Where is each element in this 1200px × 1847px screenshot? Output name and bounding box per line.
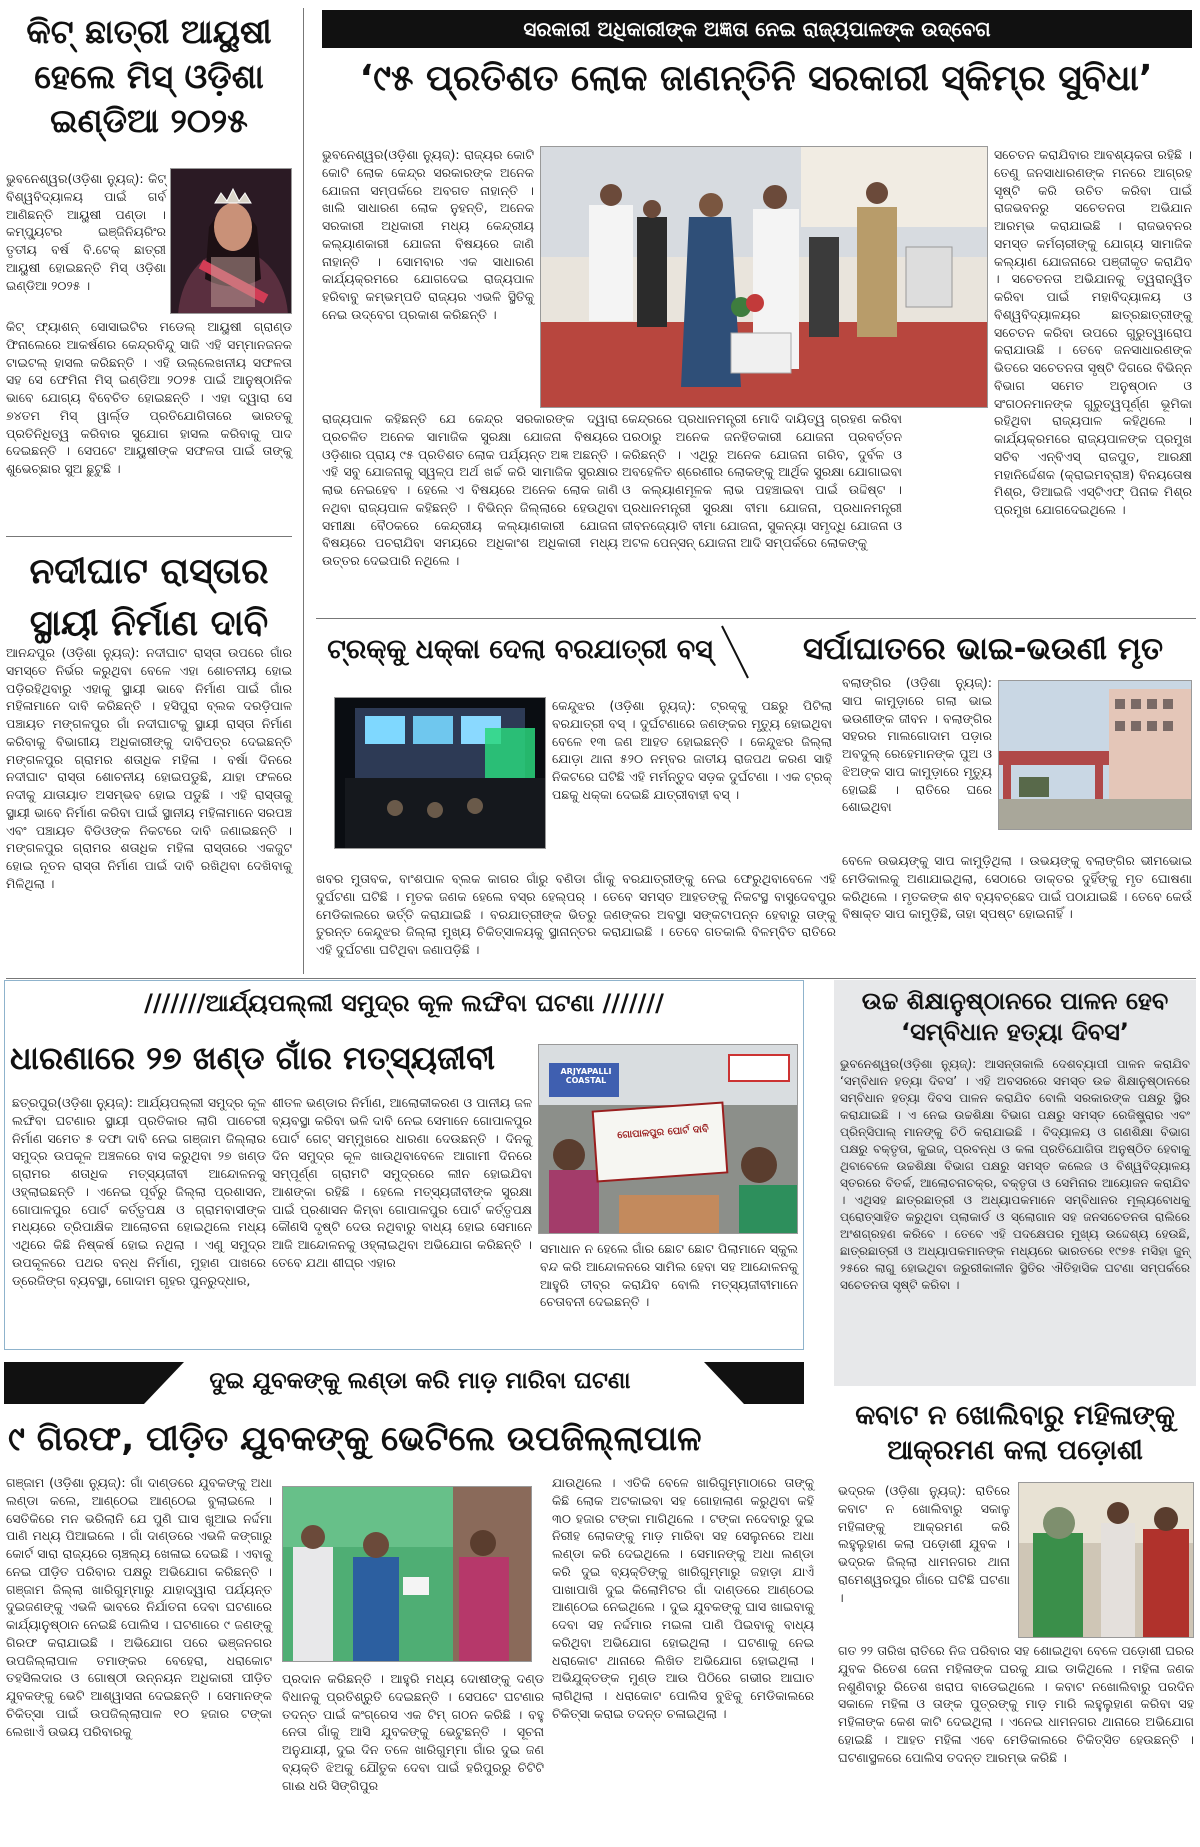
fishermen-kicker: ///////ଆର୍ଯ୍ୟପଲ୍ଲୀ ସମୁଦ୍ର କୂଳ ଲଙ୍ଘିବା ଘଟଣା /////// bbox=[144, 989, 664, 1017]
bus-body-bottom: ଖବର ମୁତାବକ, ବାଂଶପାଳ ବ୍ଲକ କାଗର ଗାଁରୁ ବଣିଡା ଗାଁକୁ ବରଯାତ୍ରୀଙ୍କୁ ନେଇ ଫେରୁଥିବାବେଳେ ଏହି ଦୁର୍ଘଟଣା ଘଟିଛି । ମୃତକ ଜଣକ ହେଲେ ବସ୍‌ର ହେଲ୍‌ପର୍ । ତେବେ ସମସ୍ତ ଆହତଙ୍କୁ ନିକଟସ୍ଥ ବାସୁଦେବପୁର ମେଡିକାଲରେ ଭର୍ତ୍ତି କରାଯାଇଛି । ବରଯାତ୍ରୀଙ୍କ ଭିତରୁ ଜଣଙ୍କର ଅବସ୍ଥା ସଙ୍କଟାପନ୍ନ ହେବାରୁ ତାଙ୍କୁ ତୁରନ୍ତ କେନ୍ଦୁଝର ଜିଲ୍ଲା ମୁଖ୍ୟ ଚିକିତ୍ସାଳୟକୁ ସ୍ଥାନାନ୍ତର କରାଯାଇଛି । ତେବେ ଗତକାଲି ବିଳମ୍ବିତ ରାତିରେ ଏହି ଦୁର୍ଘଟଣା ଘଟିଥିବା ଜଣାପଡ଼ିଛି । bbox=[316, 871, 836, 957]
miss-odisha-headline: କିଟ୍ ଛାତ୍ରୀ ଆୟୁଷୀ ହେଲେ ମିସ୍ ଓଡ଼ିଶା ଇଣ୍ଡିଆ ୨୦୨୫ bbox=[26, 12, 272, 141]
samvidhan-headline: ଉଚ୍ଚ ଶିକ୍ଷାନୁଷ୍ଠାନରେ ପାଳନ ହେବ ‘ସମ୍ବିଧାନ ହତ୍ୟା ଦିବସ’ bbox=[861, 987, 1169, 1047]
protest-placard-text: ଗୋପାଳପୁର ପୋର୍ଟ ଦାବି bbox=[616, 1123, 710, 1142]
youth-col3: ଯାଉଥିଲେ । ଏତିକି ବେଳେ ଖାରିଗୁମ୍ମାଠାରେ ତାଙ୍କୁ କିଛି ଲୋକ ଅଟକାଇବା ସହ ଗୋହାଲାଣ କରୁଥିବା କହି ୩୦ ହଜାର ଟଙ୍କା ମାଗିଥିଲେ । ଟଙ୍କା ନଦେବାରୁ ଦୁଇ ନିରୀହ ଲୋକଙ୍କୁ ମାଡ଼ ମାରିବା ସହ ସେଲୁନରେ ଅଧା ଲଣ୍ଡା କରି ଦେଇଥିଲେ । ସେମାନଙ୍କୁ ଅଧା ଲଣ୍ଡା କରି ଦୁଇ ବ୍ୟକ୍ତିଙ୍କୁ ଖାରିଗୁମ୍ମାରୁ ଜହାଡ଼ା ଯାଏଁ ପାଖାପାଖି ଦୁଇ କିଲୋମିଟର ଗାଁ ଦାଣ୍ଡରେ ଆଣ୍ଠେଇ ଆଣ୍ଠେଇ ନେଇଥିଲେ । ଦୁଇ ଯୁବକଙ୍କୁ ଘାସ ଖାଇବାକୁ ଦେବା ସହ ନର୍ଦ୍ଦମାର ମଇଳା ପାଣି ପିଇବାକୁ ବାଧ୍ୟ କରିଥିବା ଅଭିଯୋଗ ହୋଇଥିଲା । ଘଟଣାକୁ ନେଇ ଧରାକୋଟ ଥାନାରେ ଲିଖିତ ଅଭିଯୋଗ ହୋଇଥିଲା । ଅଭିଯୁକ୍ତଙ୍କ ମୁଣ୍ଡ ଆଉ ପିଠିରେ ଗଭୀର ଆଘାତ ଲାଗିଥିଲା । ଧରାକୋଟ ପୋଲିସ ବୁଝିକୁ ମେଡିକାଲରେ ଚିକିତ୍ସା କରାଇ ତଦନ୍ତ ଚଳାଇଥିଲା । bbox=[552, 1475, 814, 1721]
samvidhan-body: ଭୁବନେଶ୍ୱର(ଓଡ଼ିଶା ନ୍ୟୁଜ୍): ଆସନ୍ତାକାଲି ଦେଶବ୍ୟାପୀ ପାଳନ କରାଯିବ ‘ସମ୍ବିଧାନ ହତ୍ୟା ଦିବସ’ । ଏହି ଅବସରରେ ସମସ୍ତ ଉଚ୍ଚ ଶିକ୍ଷାନୁଷ୍ଠାନରେ ସମ୍ବିଧାନ ହତ୍ୟା ଦିବସ ପାଳନ କରାଯିବ ବୋଲି ସରକାରଙ୍କ ପକ୍ଷରୁ ସ୍ଥିର କରାଯାଇଛି । ଏ ନେଇ ଉଚ୍ଚଶିକ୍ଷା ବିଭାଗ ପକ୍ଷରୁ ସମସ୍ତ ରେଜିଷ୍ଟ୍ରାର ଏବଂ ପ୍ରିନ୍ସିପାଲ୍ ମାନଙ୍କୁ ଚିଠି କରାଯାଇଛି । ବିଦ୍ୟାଳୟ ଓ ଗଣଶିକ୍ଷା ବିଭାଗ ପକ୍ଷରୁ ବକ୍ତୃତା, କୁଇଜ୍, ପ୍ରବନ୍ଧ ଓ କଳା ପ୍ରତିଯୋଗିତା ଅନୁଷ୍ଠିତ ହେବାକୁ ଥିବାବେଳେ ଉଚ୍ଚଶିକ୍ଷା ବିଭାଗ ପକ୍ଷରୁ ସମସ୍ତ କଲେଜ ଓ ବିଶ୍ୱବିଦ୍ୟାଳୟ ସ୍ତରରେ ବିତର୍କ, ଆଲୋଚନାଚକ୍ର, ବକ୍ତୃତା ଓ ସେମିନାର ଆୟୋଜନ କରାଯିବ । ଏଥିସହ ଛାତ୍ରଛାତ୍ରୀ ଓ ଅଧ୍ୟାପକମାନେ ସମ୍ବିଧାନର ମୂଲ୍ୟବୋଧକୁ ପ୍ରୋତ୍ସାହିତ କରୁଥିବା ପ୍ଲାକାର୍ଡ ଓ ସ୍ଲୋଗାନ ସହ ଜନସଚେତନତା ରାଲିରେ ଅଂଶଗ୍ରହଣ କରିବେ । ତେବେ ଏହି ପଦକ୍ଷେପର ମୁଖ୍ୟ ଉଦ୍ଦେଶ୍ୟ ହେଉଛି, ଛାତ୍ରଛାତ୍ରୀ ଓ ଅଧ୍ୟାପକମାନଙ୍କ ମଧ୍ୟରେ ଭାରତରେ ୧୯୭୫ ମସିହା ଜୁନ୍ ୨୫ରେ ଲାଗୁ ହୋଇଥିବା ଜରୁରୀକାଳୀନ ସ୍ଥିତିର ଐତିହାସିକ ଘଟଣା ସମ୍ପର୍କରେ ସଚେତନତା ସୃଷ୍ଟି କରିବା । bbox=[840, 1057, 1190, 1293]
column-divider bbox=[303, 8, 304, 974]
youth-col2: ପ୍ରଦାନ କରିଛନ୍ତି । ଆହୁରି ମଧ୍ୟ ଦୋଷୀଙ୍କୁ ଦଣ୍ଡ ବିଧାନକୁ ପ୍ରତିଶ୍ରୁତି ଦେଇଛନ୍ତି । ସେପଟେ ଘଟଣାର ତଦନ୍ତ ପାଇଁ କଂଗ୍ରେସ ଏକ ଟିମ୍ ଗଠନ କରିଛି । ବହୁ ନେତା ଗାଁକୁ ଆସି ଯୁବକଙ୍କୁ ଭେଟୁଛନ୍ତି । ସୂଚନା ଅନୁଯାୟୀ, ଦୁଇ ଦିନ ତଳେ ଖାରିଗୁମ୍ମା ଗାଁର ଦୁଇ ଜଣ ବ୍ୟକ୍ତି ଝିଅକୁ ଯୌତୁକ ଦେବା ପାଇଁ ହରିପୁରରୁ ଚିଟିଟି ଗାଈ ଧରି ସିଙ୍ଗିପୁର bbox=[282, 1671, 544, 1793]
hospital-photo bbox=[998, 680, 1192, 830]
villagers-illustration bbox=[1019, 1483, 1194, 1638]
fishermen-headline: ଧାରଣାରେ ୨୭ ଖଣ୍ଡ ଗାଁର ମତ୍ସ୍ୟଜୀବୀ bbox=[10, 1039, 495, 1077]
snake-body-bottom: ବେଳେ ଉଭୟଙ୍କୁ ସାପ କାମୁଡ଼ିଥିଲା । ଉଭୟଙ୍କୁ ବଲାଙ୍ଗିର ଭୀମଭୋଇ ମେଡିକାଲକୁ ଅଣାଯାଇଥିଲା, ସେଠାରେ ଡାକ୍ତର ଦୁହିଁଙ୍କୁ ମୃତ ଘୋଷଣା କରିଥିଲେ । ମୃତକଙ୍କ ଶବ ବ୍ୟବଚ୍ଛେଦ ପାଇଁ ପଠାଯାଇଛି । ତେବେ କେଉଁ ବିଷାକ୍ତ ସାପ କାମୁଡ଼ିଛି, ତାହା ସ୍ପଷ୍ଟ ହୋଇନାହିଁ । bbox=[842, 853, 1192, 922]
protest-banner-text: ARJYAPALLI COASTAL bbox=[560, 1067, 612, 1085]
governor-col1-top: ଭୁବନେଶ୍ୱର(ଓଡ଼ିଶା ନ୍ୟୁଜ୍): ରାଜ୍ୟର କୋଟି କୋଟି ଲୋକ କେନ୍ଦ୍ର ସରକାରଙ୍କ ଅନେକ ଯୋଜନା ସମ୍ପର୍କରେ ଅବଗତ ନାହାନ୍ତି । ଖାଲି ସାଧାରଣ ଲୋକ ନୁହନ୍ତି, ଅନେକ ସରକାରୀ ଅଧିକାରୀ ମଧ୍ୟ କେନ୍ଦ୍ରୀୟ କଲ୍ୟାଣକାରୀ ଯୋଜନା ବିଷୟରେ ଜାଣି ନାହାନ୍ତି । ସୋମବାର ଏକ ସାଧାରଣ କାର୍ଯ୍ୟକ୍ରମରେ ଯୋଗଦେଇ ରାଜ୍ୟପାଳ ହରିବାବୁ କମ୍ଭମ୍ପତି ରାଜ୍ୟର ଏଭଳି ସ୍ଥିତିକୁ ନେଇ ଉଦ୍‌ବେଗ ପ୍ରକାଶ କରିଛନ୍ତି । bbox=[322, 147, 534, 322]
snake-body-top: ବଲାଙ୍ଗିର (ଓଡ଼ିଶା ନ୍ୟୁଜ୍): ସାପ କାମୁଡ଼ାରେ ଗଲା ଭାଇ ଭଉଣୀଙ୍କ ଜୀବନ । ବଲାଙ୍ଗିର ସହରର ମାଲଗୋଦାମ ପଡ଼ାର ଅବଦୁଲ୍ ରେହେମାନଙ୍କ ପୁଅ ଓ ଝିଅଙ୍କ ସାପ କାମୁଡ଼ାରେ ମୃତ୍ୟୁ ହୋଇଛି । ରାତିରେ ଘରେ ଶୋଇଥିବା bbox=[842, 675, 992, 815]
divider bbox=[6, 978, 1196, 979]
miss-odisha-body-b: କିଟ୍ ଫ୍ୟାଶନ୍ ସୋସାଇଟିର ମଡେଲ୍ ଆୟୁଷୀ ଗ୍ରାଣ୍ଡ ଫିନାଲେରେ ଆକର୍ଷଣର କେନ୍ଦ୍ରବିନ୍ଦୁ ସାଜି ଏହି ସମ୍ମାନଜନକ ଟାଇଟଲ୍ ହାସଲ କରିଛନ୍ତି । ଏହି ଉଲ୍ଲେଖନୀୟ ସଫଳତା ସହ ସେ ଫେମିନା ମିସ୍ ଇଣ୍ଡିଆ ୨୦୨୫ ପାଇଁ ଆନୁଷ୍ଠାନିକ ଭାବେ ଯୋଗ୍ୟ ବିବେଚିତ ହୋଇଛନ୍ତି । ଏହା ଦ୍ୱାରା ସେ ୭୪ତମ ମିସ୍ ୱାର୍ଲ୍ଡ ପ୍ରତିଯୋଗିତାରେ ଭାରତକୁ ପ୍ରତିନିଧିତ୍ୱ କରିବାର ସୁଯୋଗ ହାସଲ କରିବାକୁ ପାଦ ଦେଇଛନ୍ତି । ସେପଟେ ଆୟୁଷୀଙ୍କ ସଫଳତା ପାଇଁ ତାଙ୍କୁ ଶୁଭେଚ୍ଛାର ସୁଅ ଛୁଟୁଛି । bbox=[6, 319, 292, 476]
fishermen-col1: ଛତ୍ରପୁର(ଓଡ଼ିଶା ନ୍ୟୁଜ୍): ଆର୍ଯ୍ୟପଲ୍ଲୀ ସମୁଦ୍ର କୂଳ ଲଙ୍ଘିବା ଘଟଣାର ସ୍ଥାୟୀ ପ୍ରତିକାର ଲାଗି ପାଚେରୀ ନିର୍ମାଣ ସମେତ ୫ ଦଫା ଦାବି ନେଇ ଗଞ୍ଜାମ ଜିଲ୍ଲାର ସମୁଦ୍ର ଉପକୂଳ ଅଞ୍ଚଳରେ ବାସ କରୁଥିବା ୨୭ ଖଣ୍ଡ ଗ୍ରାମର ଶତାଧିକ ମତ୍ସ୍ୟଜୀବୀ ଆନ୍ଦୋଳନକୁ ଓହ୍ଲାଇଛନ୍ତି । ଏନେଇ ପୂର୍ବରୁ ଜିଲ୍ଲା ପ୍ରଶାସନ, ଗୋପାଳପୁର ପୋର୍ଟ କର୍ତ୍ତୃପକ୍ଷ ଓ ଗ୍ରାମବାସୀଙ୍କ ମଧ୍ୟରେ ତ୍ରିପାକ୍ଷିକ ଆଲୋଚନା ହୋଇଥିଲେ ମଧ୍ୟ ଏଥିରେ କିଛି ନିଷ୍କର୍ଷ ହୋଇ ନଥିଲା । ଏଣୁ ସମୁଦ୍ର ଉପକୂଳରେ ପଥର ବନ୍ଧ ନିର୍ମାଣ, ମୁହାଣ ପାଖରେ ଡ୍ରେଜିଙ୍ଗ ବ୍ୟବସ୍ଥା, ଗୋଦାମ ଗୃହର ପୁନରୁଦ୍ଧାର, bbox=[12, 1095, 266, 1288]
bus-accident-photo bbox=[334, 697, 546, 849]
fishermen-protest-photo bbox=[538, 1044, 798, 1234]
door-headline: କବାଟ ନ ଖୋଲିବାରୁ ମହିଳାଙ୍କୁ ଆକ୍ରମଣ କଲା ପଡ଼ୋଶୀ bbox=[855, 1400, 1175, 1467]
event-stage-illustration bbox=[541, 147, 988, 408]
governor-col1-bottom: ରାଜ୍ୟପାଳ କହିଛନ୍ତି ଯେ କେନ୍ଦ୍ର ସରକାରଙ୍କ ଦ୍ୱାରା ପ୍ରଚଳିତ ଅନେକ ସାମାଜିକ ସୁରକ୍ଷା ଯୋଜନା ବିଷୟରେ ଓଡ଼ିଶାର ପ୍ରାୟ ୯୫ ପ୍ରତିଶତ ଲୋକ ପର୍ଯ୍ୟନ୍ତ ଅଜ୍ଞ ଅଛନ୍ତି । ଏହି ସବୁ ଯୋଜନାକୁ ସ୍ୱଳ୍ପ ଅର୍ଥ ଖର୍ଚ୍ଚ କରି ସାମାଜିକ ସୁରକ୍ଷାର ଲାଭ ନେଇହେବ । ହେଲେ ଏ ବିଷୟରେ ଅନେକ ଲୋକ ଜାଣି ନଥିବା ରାଜ୍ୟପାଳ କହିଛନ୍ତି । ବିଭିନ୍ନ ଜିଲ୍ଲାରେ ହେଉଥିବା ସମୀକ୍ଷା ବୈଠକରେ କେନ୍ଦ୍ରୀୟ କଲ୍ୟାଣକାରୀ ଯୋଜନା ବିଷୟରେ ପଚରାଯିବା ସମୟରେ ଅଧିକାଂଶ ଅଧିକାରୀ ମଧ୍ୟ ଉତ୍ତର ଦେଇପାରି ନଥିଲେ । bbox=[322, 411, 618, 568]
nadighat-headline: ନଦୀଘାଟ ରାସ୍ତାର ସ୍ଥାୟୀ ନିର୍ମାଣ ଦାବି bbox=[29, 551, 269, 645]
officials-meeting-illustration bbox=[283, 1487, 532, 1662]
bus-headline: ଟ୍ରକ୍‌କୁ ଧକ୍କା ଦେଲା ବରଯାତ୍ରୀ ବସ୍ bbox=[327, 634, 713, 665]
divider bbox=[6, 536, 292, 537]
youth-headline: ୯ ଗିରଫ, ପୀଡ଼ିତ ଯୁବକଙ୍କୁ ଭେଟିଲେ ଉପଜିଲ୍ଲାପାଳ bbox=[8, 1419, 702, 1459]
youth-col1: ଗଞ୍ଜାମ (ଓଡ଼ିଶା ନ୍ୟୁଜ୍): ଗାଁ ଦାଣ୍ଡରେ ଯୁବକଙ୍କୁ ଅଧା ଲଣ୍ଡା କଲେ, ଆଣ୍ଠେଇ ଆଣ୍ଠେଇ ବୁଲାଇଲେ । ସେତିକିରେ ମନ ଭରିଲାନି ଯେ ପୁଣି ଘାସ ଖୁଆଇ ନର୍ଦ୍ଦମା ପାଣି ମଧ୍ୟ ପିଆଇଲେ । ଗାଁ ଦାଣ୍ଡରେ ଏଭଳି କଙ୍ଗାରୁ କୋର୍ଟ ସାରା ରାଜ୍ୟରେ ଚାଞ୍ଚଲ୍ୟ ଖେଳାଇ ଦେଇଛି । ଏବାକୁ ନେଇ ପୀଡ଼ିତ ପରିବାର ପକ୍ଷରୁ ଅଭିଯୋଗ କରିଛନ୍ତି । ଗଞ୍ଜାମ ଜିଲ୍ଲା ଖାରିଗୁମ୍ମାରୁ ଯାହାଦ୍ୱାରା ପର୍ଯ୍ୟନ୍ତ ଦୁଇଜଣଙ୍କୁ ଏଭଳି ଭାବରେ ନିର୍ଯାତନା ଦେବା ଘଟଣାରେ କାର୍ଯ୍ୟାନୁଷ୍ଠାନ ନେଇଛି ପୋଲିସ । ଘଟଣାରେ ୯ ଜଣଙ୍କୁ ଗିରଫ କରାଯାଇଛି । ଅଭିଯୋଗ ପରେ ଭଞ୍ଜନଗର ଉପଜିଲ୍ଲାପାଳ ତମାଙ୍କର ବେହେରା, ଧରାକୋଟ ତହସିଲଦାର ଓ ଗୋଷ୍ଠୀ ଉନ୍ନୟନ ଅଧିକାରୀ ପୀଡ଼ିତ ଯୁବକଙ୍କୁ ଭେଟି ଆଶ୍ୱାସନା ଦେଇଛନ୍ତି । ସେମାନଙ୍କ ଚିକିତ୍ସା ପାଇଁ ଉପଜିଲ୍ଲାପାଳ ୧୦ ହଜାର ଟଙ୍କା ଲେଖାଏଁ ଉଭୟ ପରିବାରକୁ bbox=[6, 1475, 272, 1739]
youth-kicker: ଦୁଇ ଯୁବକଙ୍କୁ ଲଣ୍ଡା କରି ମାଡ଼ ମାରିବା ଘଟଣା bbox=[209, 1368, 631, 1394]
bus-body-top: କେନ୍ଦୁଝର (ଓଡ଼ିଶା ନ୍ୟୁଜ୍): ଟ୍ରକ୍‌କୁ ପଛରୁ ପିଟିଲା ବରଯାତ୍ରୀ ବସ୍ । ଦୁର୍ଘଟଣାରେ ଜଣଙ୍କର ମୃତ୍ୟୁ ହୋଇଥିବା ବେଳେ ୧୩ ଜଣ ଆହତ ହୋଇଛନ୍ତି । କେନ୍ଦୁଝର ଜିଲ୍ଲା ଯୋଡ଼ା ଥାନା ୫୨୦ ନମ୍ବର ଜାତୀୟ ରାଜପଥ କରଣ ସାହି ନିକଟରେ ଘଟିଛି ଏହି ମର୍ମନ୍ତୁଦ ସଡ଼କ ଦୁର୍ଘଟଣା । ଏକ ଟ୍ରକ୍ ପଛକୁ ଧକ୍କା ଦେଇଛି ଯାତ୍ରୀବାହୀ ବସ୍ । bbox=[552, 698, 832, 802]
hospital-building-illustration bbox=[999, 681, 1192, 830]
governor-kicker: ସରକାରୀ ଅଧିକାରୀଙ୍କ ଅଜ୍ଞତା ନେଇ ରାଜ୍ୟପାଳଙ୍କ ଉଦ୍‌ବେଗ bbox=[322, 10, 1192, 48]
snake-headline: ସର୍ପାଘାତରେ ଭାଇ-ଭଉଣୀ ମୃତ bbox=[802, 631, 1164, 667]
nadighat-body: ଆନନ୍ଦପୁର (ଓଡ଼ିଶା ନ୍ୟୁଜ୍): ନଦୀଘାଟ ରାସ୍ତା ଉପରେ ଗାଁର ସମସ୍ତେ ନିର୍ଭର କରୁଥିବା ବେଳେ ଏହା ଶୋଚନୀୟ ହୋଇ ପଡ଼ିରହିଥିବାରୁ ଏହାକୁ ସ୍ଥାୟୀ ଭାବେ ନିର୍ମାଣ ପାଇଁ ଗାଁର ମହିଳାମାନେ ଦାବି କରିଛନ୍ତି । ହସିପୁରା ବ୍ଲକ ଦରଡ଼ିପାଳ ପଞ୍ଚାୟତ ମଙ୍ଗଳପୁର ଗାଁ ନଦୀଘାଟକୁ ସ୍ଥାୟୀ ରାସ୍ତା ନିର୍ମାଣ କରିବାକୁ ବିଭାଗୀୟ ଅଧିକାରୀଙ୍କୁ ଦାବିପତ୍ର ଦେଇଛନ୍ତି ମଙ୍ଗଳପୁର ଗ୍ରାମର ଶତାଧିକ ମହିଳା । ବର୍ଷା ଦିନରେ ନଦୀଘାଟ ରାସ୍ତା ଶୋଚନୀୟ ହୋଇପଡୁଛି, ଯାହା ଫଳରେ ନଦୀକୁ ଯାତାୟାତ ଅସମ୍ଭବ ହୋଇ ପଡୁଛି । ଏହି ରାସ୍ତାକୁ ସ୍ଥାୟୀ ଭାବେ ନିର୍ମାଣ କରିବା ପାଇଁ ସ୍ଥାନୀୟ ମହିଳାମାନେ ସରପଞ୍ଚ ଏବଂ ପଞ୍ଚାୟତ ବିଡିଓଙ୍କ ନିକଟରେ ଦାବି ଜଣାଇଛନ୍ତି । ମଙ୍ଗଳପୁର ଗ୍ରାମର ଶତାଧିକ ମହିଳା ରାସ୍ତାରେ ଏକଜୁଟ ହୋଇ ନୂତନ ରାସ୍ତା ନିର୍ମାଣ ପାଇଁ ଦାବି ରଖିଥିବା ଦେଖିବାକୁ ମିଳିଥିଲା । bbox=[6, 645, 292, 891]
governor-col2: କେନ୍ଦ୍ରରେ ପ୍ରଧାନମନ୍ତ୍ରୀ ମୋଦି ଦାୟିତ୍ୱ ଗ୍ରହଣ କରିବା ପରଠାରୁ ଅନେକ ଜନହିତକାରୀ ଯୋଜନା ପ୍ରବର୍ତ୍ତନ କରିଛନ୍ତି । ଏଥିରୁ ଅନେକ ଯୋଜନା ଗରିବ, ଦୁର୍ବଳ ଓ ଅବହେଳିତ ଶ୍ରେଣୀର ଲୋକଙ୍କୁ ଆର୍ଥିକ ସୁରକ୍ଷା ଯୋଗାଇବା ଓ କଲ୍ୟାଣମୂଳକ ଲାଭ ପହଞ୍ଚାଇବା ପାଇଁ ଉଦ୍ଦିଷ୍ଟ । ପ୍ରଧାନମନ୍ତ୍ରୀ ସୁରକ୍ଷା ବୀମା ଯୋଜନା, ପ୍ରଧାନମନ୍ତ୍ରୀ ଜୀବନଜ୍ୟୋତି ବୀମା ଯୋଜନା, ସୁକନ୍ୟା ସମୃଦ୍ଧି ଯୋଜନା ଓ ଅଟଳ ପେନ୍‌ସନ୍ ଯୋଜନା ଆଦି ସମ୍ପର୍କରେ ଲୋକଙ୍କୁ bbox=[622, 411, 902, 551]
slash-divider bbox=[718, 624, 752, 680]
governor-headline: ‘୯୫ ପ୍ରତିଶତ ଲୋକ ଜାଣନ୍ତିନି ସରକାରୀ ସ୍କିମ୍‌ର ସୁବିଧା’ bbox=[359, 58, 1153, 99]
door-body-bottom: ଗତ ୨୨ ତାରିଖ ରାତିରେ ନିଜ ପରିବାର ସହ ଶୋଇଥିବା ବେଳେ ପଡ଼ୋଶୀ ଘରର ଯୁବକ ରିତେଶ ଜେନା ମହିଳାଙ୍କ ଘରକୁ ଯାଇ ଡାକିଥିଲେ । ମହିଳା ଜଣକ ନଶୁଣିବାରୁ ରିତେଶ ଖରାପ ବାଡେଇଥିଲେ । କବାଟ ନଖୋଲିବାରୁ ପରଦିନ ସକାଳେ ମହିଳା ଓ ତାଙ୍କ ପୁତ୍ରଙ୍କୁ ମାଡ଼ ମାରି ଲହୁଲୁହାଣ କରିବା ସହ ମହିଳାଙ୍କ କେଶ କାଟି ଦେଇଥିଲା । ଏନେଇ ଧାମନଗର ଥାନାରେ ଅଭିଯୋଗ ହୋଇଛି । ଆହତ ମହିଳା ଏବେ ମେଡିକାଲରେ ଚିକିତ୍ସିତ ହେଉଛନ୍ତି । ଘଟଣାସ୍ଥଳରେ ପୋଲିସ ତଦନ୍ତ ଆରମ୍ଭ କରିଛି । bbox=[838, 1643, 1194, 1765]
governor-event-photo bbox=[540, 146, 988, 408]
miss-odisha-body-a: ଭୁବନେଶ୍ୱର(ଓଡ଼ିଶା ନ୍ୟୁଜ୍): କିଟ୍ ବିଶ୍ୱବିଦ୍ୟାଳୟ ପାଇଁ ଗର୍ବ ଆଣିଛନ୍ତି ଆୟୁଷୀ ପଣ୍ଡା । କମ୍ପ୍ୟୁଟର ଇଞ୍ଜିନିୟରିଂର ତୃତୀୟ ବର୍ଷ ବି.ଟେକ୍ ଛାତ୍ରୀ ଆୟୁଷୀ ହୋଇଛନ୍ତି ମିସ୍ ଓଡ଼ିଶା ଇଣ୍ଡିଆ ୨୦୨୫ । bbox=[6, 171, 166, 293]
crowned-woman-illustration bbox=[171, 169, 292, 314]
fishermen-col3: ସମାଧାନ ନ ହେଲେ ଗାଁର ଛୋଟ ଛୋଟ ପିଲାମାନେ ସ୍କୁଲ ବନ୍ଦ କରି ଆନ୍ଦୋଳନରେ ସାମିଲ ହେବା ସହ ଆନ୍ଦୋଳନକୁ ଆହୁରି ତୀବ୍ର କରାଯିବ ବୋଲି ମତ୍ସ୍ୟଜୀବୀମାନେ ଚେତାବନୀ ଦେଇଛନ୍ତି । bbox=[540, 1241, 798, 1310]
night-bus-illustration bbox=[335, 698, 546, 849]
youth-meeting-photo bbox=[282, 1486, 532, 1662]
miss-odisha-photo bbox=[170, 168, 292, 314]
door-attack-photo bbox=[1018, 1482, 1194, 1638]
fishermen-col2: ଶୀତଳ ଭଣ୍ଡାର ନିର୍ମାଣ, ଆଲୋକୀକରଣ ଓ ପାନୀୟ ଜଳ ବ୍ୟବସ୍ଥା କରିବା ଭଳି ଦାବି ନେଇ ସେମାନେ ଗୋପାଳପୁର ପୋର୍ଟ ଗେଟ୍ ସମ୍ମୁଖରେ ଧାରଣା ଦେଉଛନ୍ତି । ଦିନକୁ ଦିନ ସମୁଦ୍ର କୂଳ ଖାଉଥିବାବେଳେ ଆଗାମୀ ଦିନରେ ସମ୍ପୂର୍ଣ୍ଣ ଗ୍ରାମଟି ସମୁଦ୍ରରେ ଲୀନ ହୋଇଯିବା ଆଶଙ୍କା ରହିଛି । ହେଲେ ମତ୍ସ୍ୟଜୀବୀଙ୍କ ସୁରକ୍ଷା ପାଇଁ ପ୍ରଶାସନ କିମ୍ବା ଗୋପାଳପୁର ପୋର୍ଟ କର୍ତ୍ତୃପକ୍ଷ କୌଣସି ଦୃଷ୍ଟି ଦେଉ ନଥିବାରୁ ବାଧ୍ୟ ହୋଇ ସେମାନେ ଆଜି ଆନ୍ଦୋଳନକୁ ଓହ୍ଲାଇଥିବା ଅଭିଯୋଗ କରିଛନ୍ତି । ତେବେ ଯଥା ଶୀଘ୍ର ଏହାର bbox=[272, 1095, 532, 1270]
door-body-top: ଭଦ୍ରକ (ଓଡ଼ିଶା ନ୍ୟୁଜ୍): ରାତିରେ କବାଟ ନ ଖୋଲିବାରୁ ସକାଳୁ ମହିଳାଙ୍କୁ ଆକ୍ରମଣ କରି ଲହୁଲୁହାଣ କଲା ପଡ଼ୋଶୀ ଯୁବକ । ଭଦ୍ରକ ଜିଲ୍ଲା ଧାମନଗର ଥାନା ରାମେଶ୍ୱରପୁର ଗାଁରେ ଘଟିଛି ଘଟଣା । bbox=[838, 1483, 1010, 1605]
governor-col3: ସଚେତନ କରାଯିବାର ଆବଶ୍ୟକତା ରହିଛି । ତେଣୁ ଜନସାଧାରଣଙ୍କ ମନରେ ଆଗ୍ରହ ସୃଷ୍ଟି କରି ଉଚିତ କରିବା ପାଇଁ ରାଜଭବନରୁ ସଚେତନତା ଅଭିଯାନ ଆରମ୍ଭ କରାଯାଇଛି । ରାଜଭବନର ସମସ୍ତ କର୍ମଚାରୀଙ୍କୁ ଯୋଗ୍ୟ ସାମାଜିକ କଲ୍ୟାଣ ଯୋଜନାରେ ପଞ୍ଜୀକୃତ କରାଯିବ । ସଚେତନତା ଅଭିଯାନକୁ ତ୍ୱରାନ୍ୱିତ କରିବା ପାଇଁ ମହାବିଦ୍ୟାଳୟ ଓ ବିଶ୍ୱବିଦ୍ୟାଳୟର ଛାତ୍ରଛାତ୍ରୀଙ୍କୁ ସଚେତନ କରିବା ଉପରେ ଗୁରୁତ୍ୱାରୋପ କରାଯାଉଛି । ତେବେ ଜନସାଧାରଣଙ୍କ ଭିତରେ ସଚେତନତା ସୃଷ୍ଟି ଦିଗରେ ବିଭିନ୍ନ ବିଭାଗ ସମେତ ଅନୁଷ୍ଠାନ ଓ ସଂଗଠନମାନଙ୍କ ଗୁରୁତ୍ୱପୂର୍ଣ୍ଣ ଭୂମିକା ରହିଥିବା ରାଜ୍ୟପାଳ କହିଥିଲେ । କାର୍ଯ୍ୟକ୍ରମରେ ରାଜ୍ୟପାଳଙ୍କ ପ୍ରମୁଖ ସଚିବ ଏନ୍‌ବିଏସ୍ ରାଜପୁତ, ଆରକ୍ଷୀ ମହାନିର୍ଦ୍ଦେଶକ (କ୍ରାଇମବ୍ରାଞ୍ଚ) ବିନୟତୋଷ ମିଶ୍ର, ଡିଆଇଜି ଏସ୍‌ଟିଏଫ୍ ପିନାକ ମିଶ୍ର ପ୍ରମୁଖ ଯୋଗଦେଇଥିଲେ । bbox=[994, 147, 1192, 517]
divider bbox=[316, 618, 1196, 619]
